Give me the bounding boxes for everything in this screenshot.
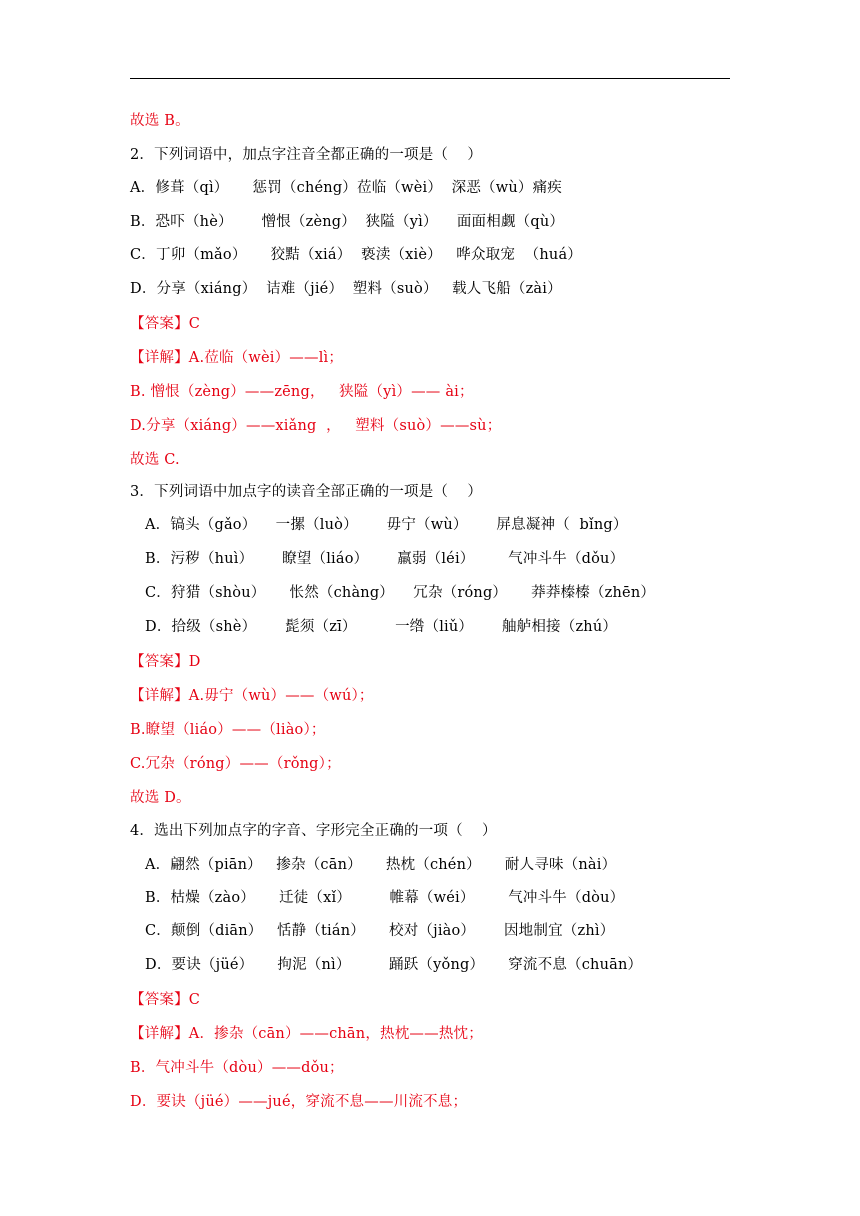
q4-explanation-d: D．要诀（jüé）——jué，穿流不息——川流不息； [130,1094,468,1110]
q3-option-a: A．镐头（gǎo） 一摞（luò） 毋宁（wù） 屏息凝神（ bǐng） [145,517,628,533]
q2-option-b: B．恐吓（hè） 憎恨（zèng） 狭隘（yì） 面面相觑（qù） [130,214,565,230]
conclusion-1: 故选 B。 [130,113,190,129]
q2-answer: 【答案】C [130,316,201,332]
q4-option-b: B．枯燥（zào） 迁徒（xǐ） 帷幕（wéi） 气冲斗牛（dòu） [145,890,625,906]
q2-option-d: D．分享（xiáng） 诘难（jié） 塑料（suò） 载人飞船（zài） [130,281,562,297]
q3-option-d: D．拾级（shè） 髭须（zī） 一绺（liǔ） 舳舻相接（zhú） [145,619,618,635]
q2-explanation-d: D.分享（xiáng）——xiǎng ， 塑料（suò）——sù； [130,418,502,434]
q4-explanation-a: 【详解】A．掺杂（cān）——chān，热枕——热忱； [130,1026,483,1042]
q3-explanation-b: B.瞭望（liáo）——（liào）； [130,722,326,738]
q4-explanation-b: B．气冲斗牛（dòu）——dǒu； [130,1060,344,1076]
conclusion-2: 故选 C. [130,452,180,468]
q4-option-a: A．翩然（piān） 掺杂（cān） 热枕（chén） 耐人寻味（nài） [145,857,617,873]
q3-option-c: C．狩猎（shòu） 怅然（chàng） 冗杂（róng） 莽莽榛榛（zhēn） [145,585,656,601]
q3-option-b: B．污秽（huì） 瞭望（liáo） 羸弱（léi） 气冲斗牛（dǒu） [145,551,625,567]
question-4: 4．选出下列加点字的字音、字形完全正确的一项（ ） [130,823,497,839]
q4-option-c: C．颠倒（diān） 恬静（tián） 校对（jiào） 因地制宜（zhì） [145,923,615,939]
q3-explanation-a: 【详解】A.毋宁（wù）——（wú）； [130,688,374,704]
q4-option-d: D．要诀（jüé） 拘泥（nì） 踊跃（yǒng） 穿流不息（chuān） [145,957,643,973]
q2-option-c: C．丁卯（mǎo） 狡黠（xiá） 亵渎（xiè） 哗众取宠 （huá） [130,247,583,263]
q3-answer: 【答案】D [130,654,201,670]
q3-explanation-c: C.冗杂（róng）——（rǒng）； [130,756,341,772]
conclusion-3: 故选 D。 [130,790,191,806]
q2-option-a: A．修葺（qì） 惩罚（chéng）莅临（wèi） 深恶（wù）痛疾 [130,180,562,196]
q2-explanation-b: B. 憎恨（zèng）——zēng， 狭隘（yì）—— ài； [130,384,474,400]
question-3: 3．下列词语中加点字的读音全部正确的一项是（ ） [130,484,483,500]
q2-explanation-a: 【详解】A.莅临（wèi）——lì； [130,350,344,366]
question-2: 2．下列词语中，加点字注音全都正确的一项是（ ） [130,147,483,163]
q4-answer: 【答案】C [130,992,201,1008]
header-rule [130,78,730,79]
